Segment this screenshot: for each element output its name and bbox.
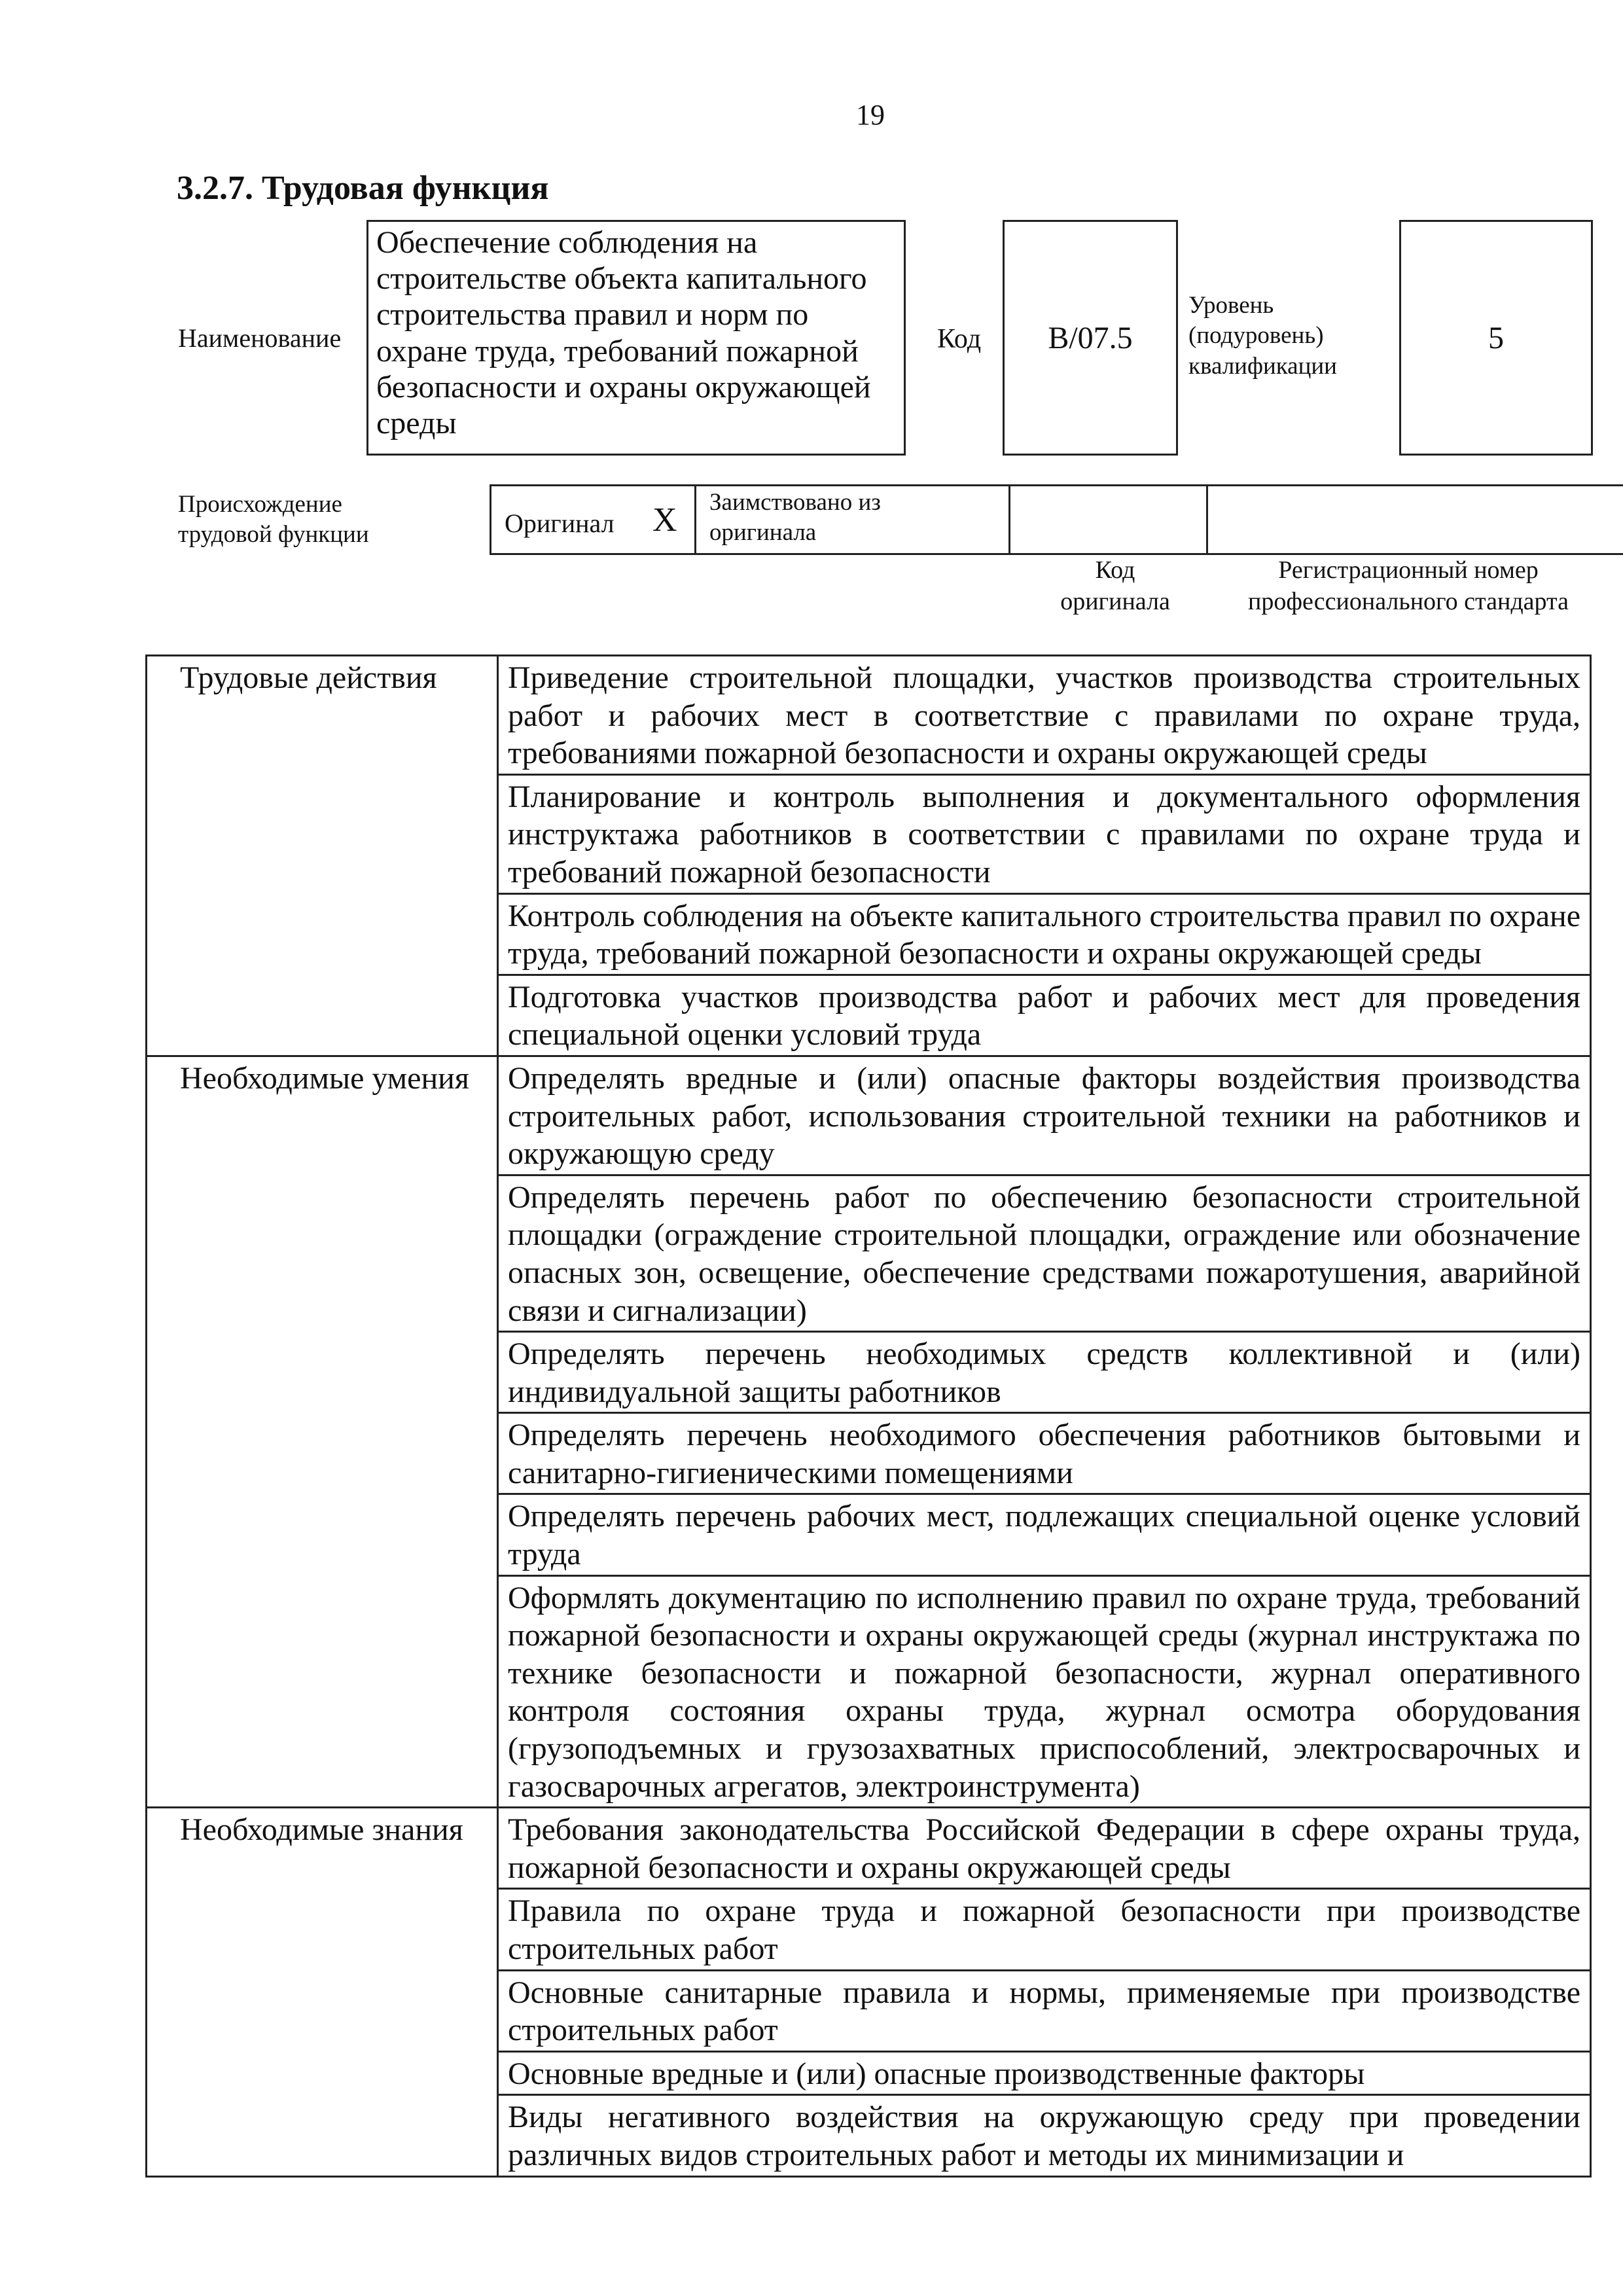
original-code-caption-line-1: Код — [1095, 556, 1135, 584]
page-number: 19 — [856, 99, 885, 131]
level-box — [1399, 220, 1593, 456]
registration-number-caption — [1219, 555, 1598, 617]
origin-label-line-1: Происхождение — [178, 491, 342, 518]
original-code-caption — [1018, 555, 1212, 617]
borrowed-label-line-1: Заимствовано из — [709, 489, 881, 516]
borrowed-label — [709, 488, 881, 548]
table-row — [147, 1808, 1591, 1889]
code-label: Код — [937, 324, 982, 354]
category-cell: Необходимые знания — [147, 1808, 498, 2176]
borrowed-label-line-2: оригинала — [709, 519, 817, 547]
labor-function-table — [145, 655, 1592, 2178]
origin-label — [178, 490, 369, 550]
original-code-cell — [1008, 484, 1208, 555]
registration-number-caption-line-2: профессионального стандарта — [1248, 587, 1569, 615]
name-label: Наименование — [178, 323, 342, 353]
table-cell: Определять вредные и (или) опасные факторы воздействия производства строительных работ, использования строительной техники на работников и окружающую среду — [498, 1056, 1591, 1175]
original-cell — [490, 484, 696, 555]
level-label — [1188, 291, 1337, 382]
function-name: Обеспечение соблюдения на строительстве объекта капитального строительства правил и норм по охране труда, требований пожарной безопасности и охраны окружающей среды — [376, 225, 871, 440]
table-cell: Виды негативного воздействия на окружающую среду при проведении различных видов строительных работ и методы их минимизации и — [498, 2095, 1591, 2176]
level-label-line-3: квалификации — [1188, 352, 1337, 380]
table-cell: Приведение строительной площадки, участков производства строительных работ и рабочих мест в соответствие с правилами по охране труда, требованиями пожарной безопасности и охраны окружающей среды — [498, 656, 1591, 775]
category-cell: Необходимые умения — [147, 1056, 498, 1807]
table-cell: Основные санитарные правила и нормы, применяемые при производстве строительных работ — [498, 1970, 1591, 2051]
table-cell: Определять перечень работ по обеспечению безопасности строительной площадки (ограждение строительной площадки, ограждение или обозначение опасных зон, освещение, обеспечение средствами пожаротушения, аварийной связи и сигнализации) — [498, 1175, 1591, 1331]
original-mark: X — [652, 501, 677, 539]
code-box — [1003, 220, 1178, 456]
table-cell: Определять перечень необходимых средств коллективной и (или) индивидуальной защиты работников — [498, 1332, 1591, 1413]
category-cell: Трудовые действия — [147, 656, 498, 1056]
table-cell: Контроль соблюдения на объекте капитального строительства правил по охране труда, требований пожарной безопасности и охраны окружающей среды — [498, 893, 1591, 975]
registration-number-cell — [1206, 484, 1623, 555]
table-cell: Подготовка участков производства работ и рабочих мест для проведения специальной оценки условий труда — [498, 975, 1591, 1056]
level-label-line-1: Уровень — [1188, 292, 1274, 319]
level-label-line-2: (подуровень) — [1188, 322, 1324, 350]
table-cell: Определять перечень необходимого обеспечения работников бытовыми и санитарно-гигиеническими помещениями — [498, 1413, 1591, 1494]
level-value: 5 — [1488, 320, 1504, 355]
function-name-box — [366, 220, 906, 456]
code-value: B/07.5 — [1048, 320, 1133, 355]
borrowed-cell — [694, 484, 1010, 555]
section-title: 3.2.7. Трудовая функция — [177, 170, 549, 207]
origin-label-line-2: трудовой функции — [178, 521, 369, 548]
table-cell: Требования законодательства Российской Федерации в сфере охраны труда, пожарной безопасности и охраны окружающей среды — [498, 1808, 1591, 1889]
table-row — [147, 656, 1591, 775]
registration-number-caption-line-1: Регистрационный номер — [1278, 556, 1539, 584]
table-cell: Правила по охране труда и пожарной безопасности при производстве строительных работ — [498, 1889, 1591, 1970]
original-code-caption-line-2: оригинала — [1060, 587, 1170, 615]
table-row — [147, 1056, 1591, 1175]
table-cell: Планирование и контроль выполнения и документального оформления инструктажа работников в соответствии с правилами по охране труда и требований пожарной безопасности — [498, 774, 1591, 893]
original-label: Оригинал — [505, 509, 615, 538]
table-cell: Основные вредные и (или) опасные производственные факторы — [498, 2051, 1591, 2095]
table-cell: Определять перечень рабочих мест, подлежащих специальной оценке условий труда — [498, 1494, 1591, 1575]
table-cell: Оформлять документацию по исполнению правил по охране труда, требований пожарной безопасности и охраны окружающей среды (журнал инструктажа по технике безопасности и пожарной безопасности, журнал оперативного контроля состояния охраны труда, журнал осмотра оборудования (грузоподъемных и грузозахватных приспособлений, электросварочных и газосварочных агрегатов, электроинструмента) — [498, 1575, 1591, 1808]
